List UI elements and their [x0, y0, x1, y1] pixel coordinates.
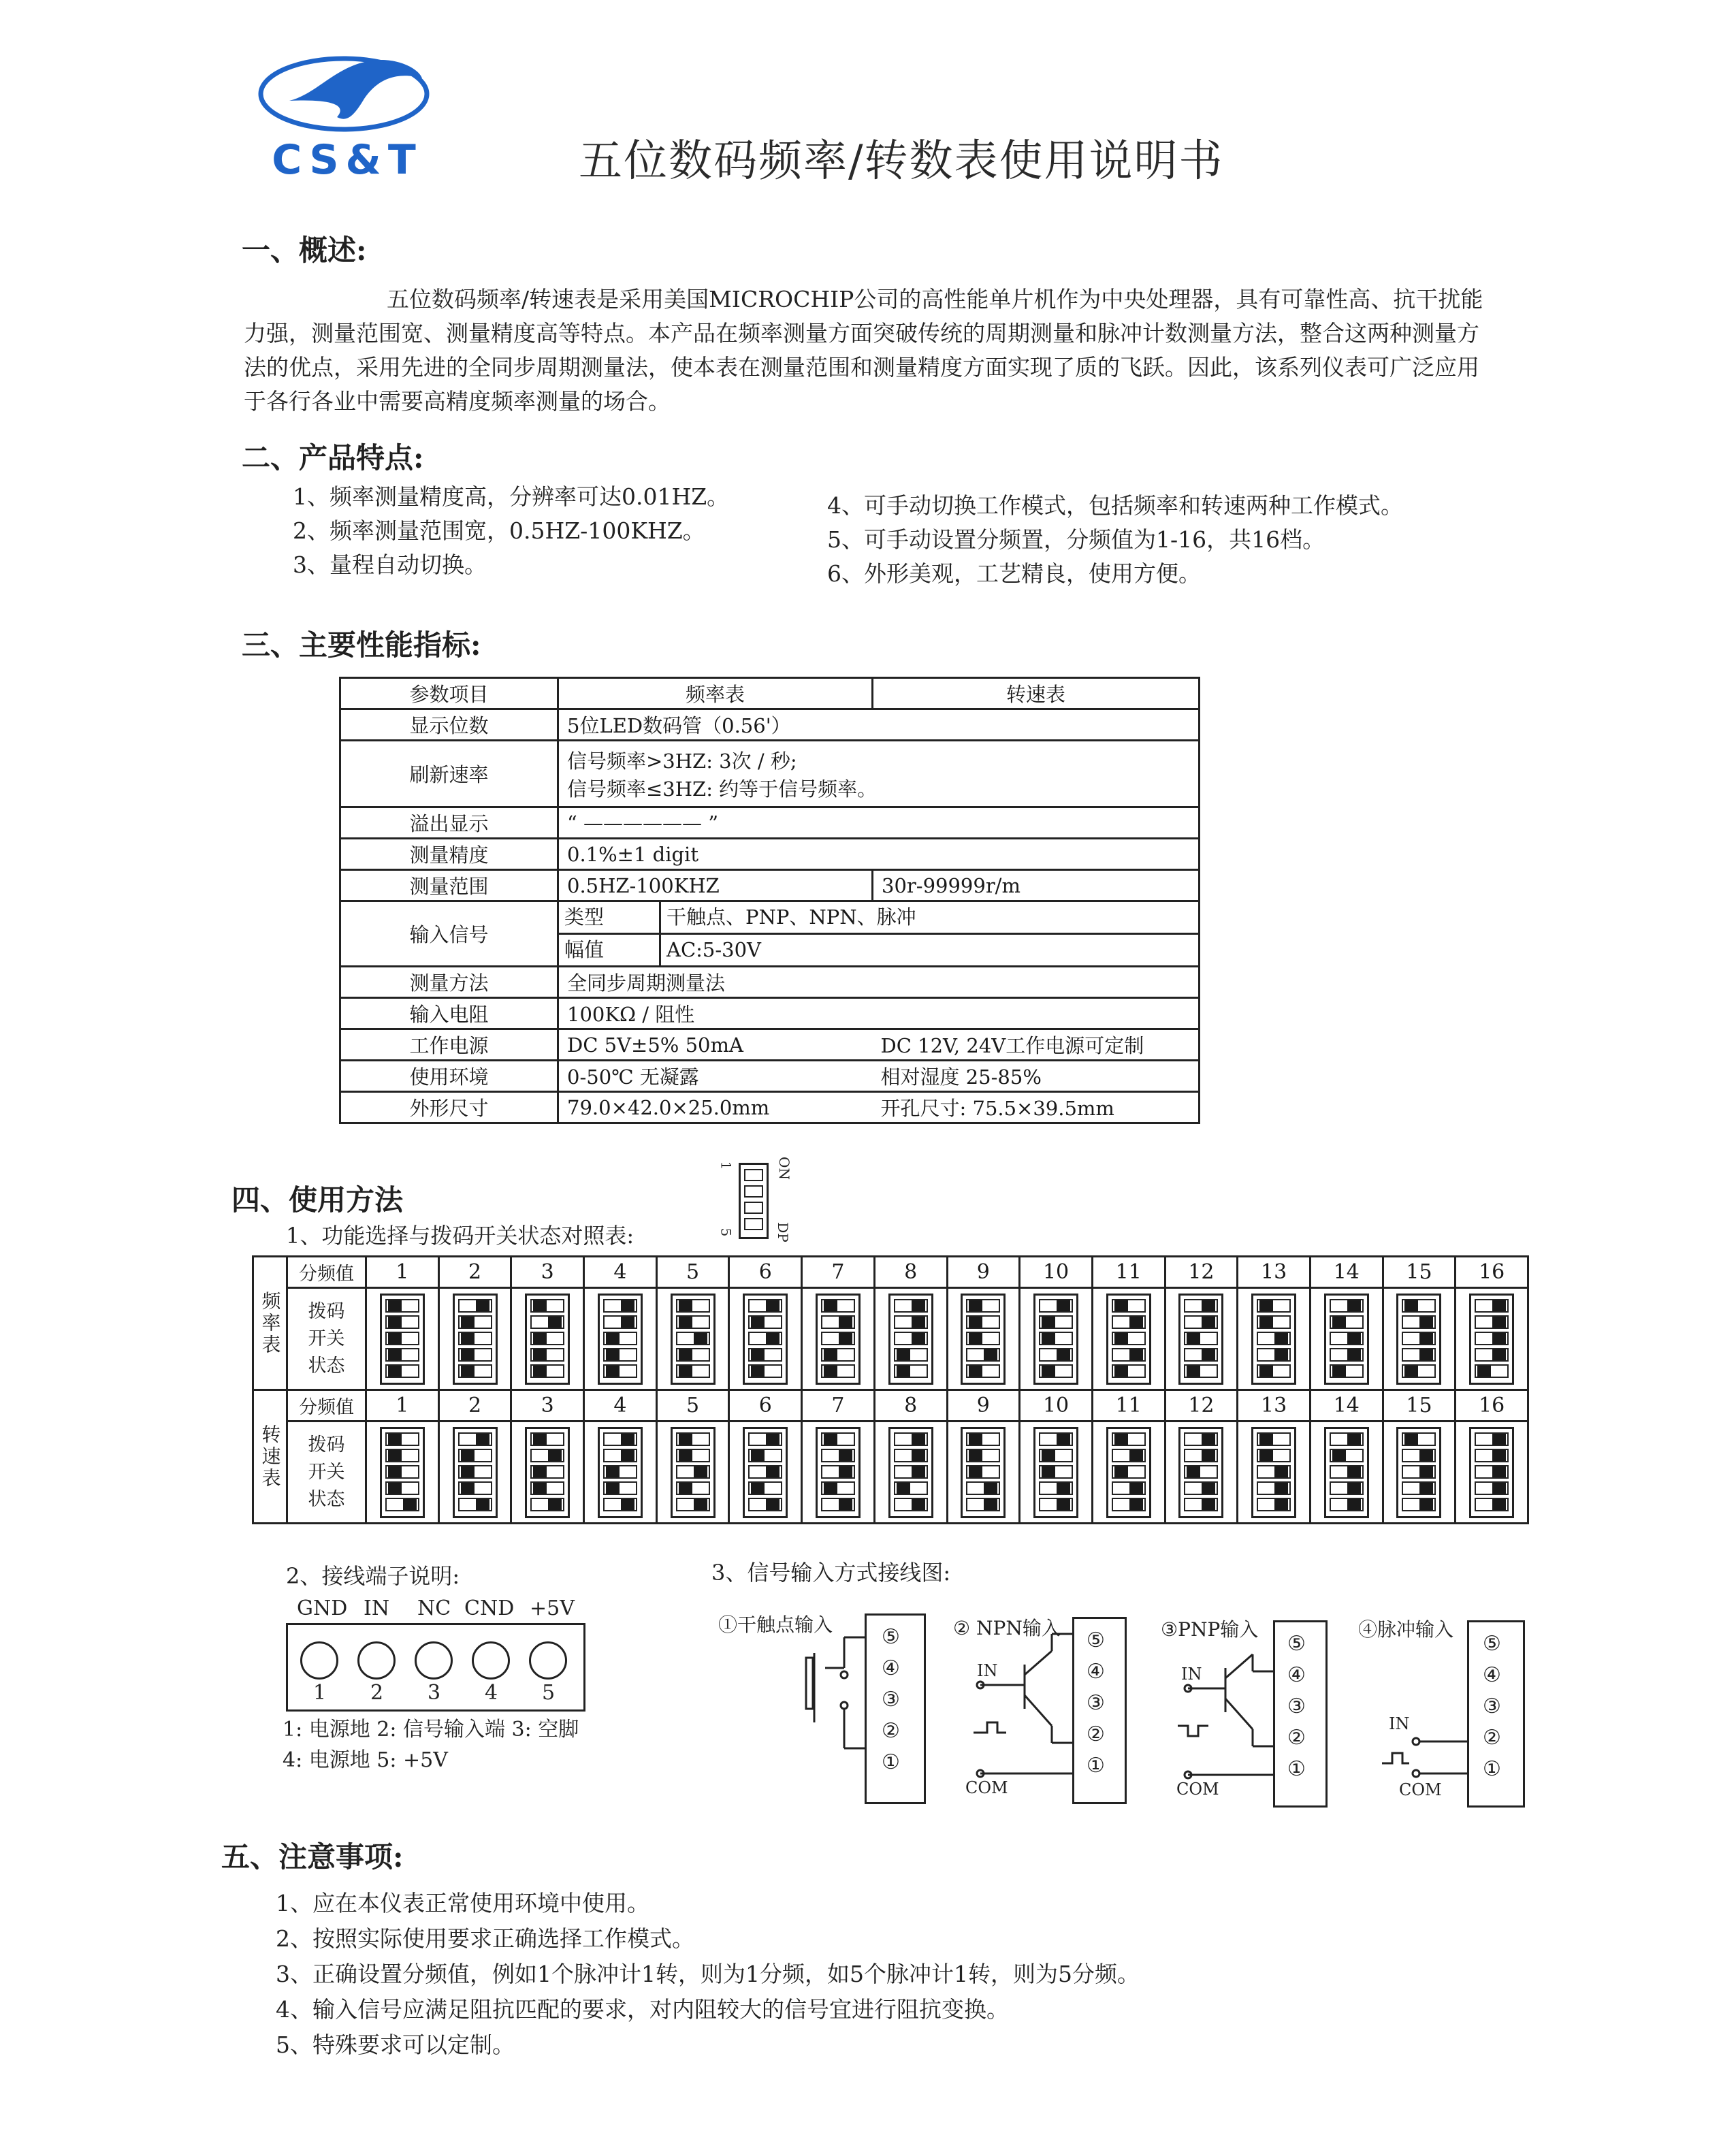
note-item: 4、输入信号应满足阻抗匹配的要求，对内阻较大的信号宜进行阻抗变换。: [276, 1996, 1009, 2023]
div-value: 12: [1165, 1257, 1238, 1288]
spec-label: 测量精度: [340, 839, 558, 870]
div-value: 16: [1456, 1390, 1528, 1422]
dip-legend-num1: 1: [718, 1161, 735, 1170]
overview-line: 于各行各业中需要高精度频率测量的场合。: [244, 388, 671, 415]
spec-label: 显示位数: [340, 709, 558, 741]
spec-value: 79.0×42.0×25.0mm: [558, 1092, 873, 1123]
spec-label: 刷新速率: [340, 741, 558, 807]
div-value: 7: [802, 1257, 875, 1288]
pin-label: ①: [1483, 1757, 1501, 1781]
spec-label: 测量范围: [340, 870, 558, 901]
terminal-name: IN: [364, 1596, 390, 1620]
div-value: 14: [1310, 1390, 1383, 1422]
note-item: 1、应在本仪表正常使用环境中使用。: [276, 1890, 649, 1916]
pulse-in-label: IN: [1389, 1714, 1410, 1733]
div-value: 4: [584, 1257, 657, 1288]
pin-label: ④: [882, 1656, 900, 1680]
wiring-title-npn: ② NPN输入: [953, 1617, 1061, 1639]
input-type-label: 类型: [559, 902, 661, 935]
pin-label: ⑤: [1287, 1632, 1306, 1656]
dip-legend-num5: 5: [718, 1227, 735, 1237]
feature-item: 6、外形美观，工艺精良，使用方便。: [827, 560, 1201, 587]
pin-label: ⑤: [882, 1625, 900, 1649]
spec-value: 全同步周期测量法: [558, 967, 1200, 998]
div-label: 分频值: [287, 1257, 366, 1288]
pin-label: ③: [882, 1688, 900, 1712]
rpm-group-label: 转速表: [259, 1424, 282, 1490]
switch-label-line: 拨码: [308, 1300, 345, 1322]
wiring-title-pnp: ③PNP输入: [1161, 1618, 1259, 1641]
div-value: 5: [656, 1257, 729, 1288]
feature-item: 5、可手动设置分频置，分频值为1-16，共16档。: [827, 526, 1325, 553]
terminal-number: 2: [370, 1681, 384, 1705]
div-value: 15: [1383, 1257, 1456, 1288]
notes-list: [276, 1886, 1140, 2063]
feature-item: 2、频率测量范围宽，0.5HZ-100KHZ。: [293, 517, 705, 544]
overview-heading: 一、概述:: [242, 234, 367, 267]
div-value: 13: [1238, 1390, 1311, 1422]
note-item: 2、按照实际使用要求正确选择工作模式。: [276, 1925, 694, 1952]
wiring-title-pulse: ④脉冲输入: [1358, 1618, 1454, 1641]
pin-label: ①: [882, 1750, 900, 1774]
notes-heading: 五、注意事项:: [221, 1840, 404, 1874]
pnp-in-label: IN: [1181, 1665, 1202, 1684]
pin-label: ①: [1087, 1754, 1105, 1778]
freq-group-label: 频率表: [259, 1290, 282, 1356]
usage-sub3: 3、信号输入方式接线图:: [711, 1560, 951, 1586]
usage-sub1: 1、功能选择与拨码开关状态对照表:: [286, 1223, 634, 1249]
npn-com-label: COM: [965, 1778, 1008, 1797]
document-title: 五位数码频率/转数表使用说明书: [579, 136, 1224, 187]
spec-value: “ —————— ”: [558, 807, 1200, 839]
switch-label-line: 状态: [308, 1355, 345, 1377]
terminal-name: +5V: [530, 1596, 575, 1620]
spec-value: 100KΩ / 阻性: [558, 998, 1200, 1029]
dip-legend-on: ON: [775, 1157, 792, 1180]
div-value: 12: [1165, 1390, 1238, 1422]
spec-value: 30r-99999r/m: [873, 870, 1200, 901]
spec-label: 使用环境: [340, 1061, 558, 1092]
pin-label: ④: [1483, 1663, 1501, 1687]
div-value: 1: [366, 1257, 439, 1288]
spec-label: 测量方法: [340, 967, 558, 998]
note-item: 3、正确设置分频值，例如1个脉冲计1转，则为1分频，如5个脉冲计1转，则为5分频。: [276, 1961, 1140, 1987]
spec-header-param: 参数项目: [340, 678, 558, 709]
terminal-number: 4: [485, 1681, 498, 1705]
div-value: 5: [656, 1390, 729, 1422]
logo-text: CS&T: [272, 136, 423, 184]
div-value: 9: [947, 1257, 1020, 1288]
spec-label: 溢出显示: [340, 807, 558, 839]
pin-label: ④: [1087, 1660, 1105, 1684]
pin-label: ②: [1087, 1722, 1105, 1746]
div-value: 14: [1310, 1257, 1383, 1288]
spec-label: 输入信号: [340, 901, 558, 967]
input-type-value: 干触点、PNP、NPN、脉冲: [661, 902, 1198, 935]
switch-label-line: 开关: [308, 1328, 345, 1349]
refresh-line: 信号频率>3HZ: 3次 / 秒;: [567, 749, 797, 773]
feature-item: 3、量程自动切换。: [293, 551, 487, 578]
spec-value: DC 5V±5% 50mA: [558, 1029, 873, 1061]
spec-label: 外形尺寸: [340, 1092, 558, 1123]
pin-label: ③: [1483, 1695, 1501, 1718]
feature-item: 4、可手动切换工作模式，包括频率和转速两种工作模式。: [827, 492, 1403, 519]
overview-line: 力强，测量范围宽、测量精度高等特点。本产品在频率测量方面突破传统的周期测量和脉冲计数测量方法，整合这两种测量方: [244, 320, 1479, 347]
div-value: 2: [438, 1257, 511, 1288]
terminal-number: 3: [428, 1681, 441, 1705]
pin-label: ①: [1287, 1757, 1306, 1781]
div-label: 分频值: [287, 1390, 366, 1422]
div-value: 10: [1020, 1390, 1093, 1422]
div-value: 3: [511, 1390, 584, 1422]
div-value: 9: [947, 1390, 1020, 1422]
overview-line: 五位数码频率/转速表是采用美国MICROCHIP公司的高性能单片机作为中央处理器，具有可靠性高、抗干扰能: [387, 286, 1483, 312]
pin-label: ③: [1287, 1695, 1306, 1718]
div-value: 8: [874, 1257, 947, 1288]
spec-label: 输入电阻: [340, 998, 558, 1029]
div-value: 11: [1092, 1390, 1165, 1422]
pin-label: ⑤: [1087, 1628, 1105, 1652]
div-value: 16: [1456, 1257, 1528, 1288]
spec-header-freq: 频率表: [558, 678, 873, 709]
spec-value: 0.1%±1 digit: [558, 839, 1200, 870]
pin-label: ③: [1087, 1691, 1105, 1715]
div-value: 2: [438, 1390, 511, 1422]
input-amp-label: 幅值: [559, 935, 661, 965]
div-value: 11: [1092, 1257, 1165, 1288]
terminal-desc: 1: 电源地 2: 信号输入端 3: 空脚: [283, 1718, 579, 1741]
switch-label-line: 状态: [308, 1488, 345, 1510]
pin-label: ④: [1287, 1663, 1306, 1687]
note-item: 5、特殊要求可以定制。: [276, 2031, 515, 2058]
usage-heading: 四、使用方法: [231, 1183, 404, 1217]
feature-item: 1、频率测量精度高，分辨率可达0.01HZ。: [293, 483, 730, 510]
div-value: 15: [1383, 1390, 1456, 1422]
div-value: 3: [511, 1257, 584, 1288]
wiring-title-dry: ①干触点输入: [718, 1613, 833, 1636]
pnp-com-label: COM: [1176, 1780, 1219, 1799]
pin-label: ②: [1483, 1726, 1501, 1750]
div-value: 6: [729, 1257, 802, 1288]
spec-value: 相对湿度 25-85%: [873, 1061, 1200, 1092]
spec-value: 5位LED数码管（0.56'）: [558, 709, 1200, 741]
refresh-line: 信号频率≤3HZ: 约等于信号频率。: [567, 777, 878, 801]
switch-label-line: 拨码: [308, 1434, 345, 1456]
spec-value: 0.5HZ-100KHZ: [558, 870, 873, 901]
div-value: 10: [1020, 1257, 1093, 1288]
terminal-name: CND: [464, 1596, 515, 1620]
terminal-name: GND: [297, 1596, 348, 1620]
pin-label: ②: [1287, 1726, 1306, 1750]
div-value: 8: [874, 1390, 947, 1422]
spec-value: DC 12V, 24V工作电源可定制: [873, 1029, 1200, 1061]
terminal-desc: 4: 电源地 5: +5V: [283, 1748, 448, 1772]
spec-label: 工作电源: [340, 1029, 558, 1061]
div-value: 1: [366, 1390, 439, 1422]
pin-label: ⑤: [1483, 1632, 1501, 1656]
div-value: 13: [1238, 1257, 1311, 1288]
terminal-name: NC: [417, 1596, 451, 1620]
specs-heading: 三、主要性能指标:: [242, 628, 481, 662]
div-value: 4: [584, 1390, 657, 1422]
npn-in-label: IN: [977, 1661, 998, 1680]
input-amp-value: AC:5-30V: [666, 938, 761, 961]
spec-value: 开孔尺寸: 75.5×39.5mm: [873, 1092, 1200, 1123]
dip-legend-dp: DP: [774, 1222, 791, 1242]
div-value: 7: [802, 1390, 875, 1422]
spec-value: 0-50℃ 无凝露: [558, 1061, 873, 1092]
features-heading: 二、产品特点:: [242, 441, 424, 475]
usage-sub2: 2、接线端子说明:: [286, 1563, 460, 1589]
div-value: 6: [729, 1390, 802, 1422]
terminal-number: 5: [542, 1681, 556, 1705]
switch-label-line: 开关: [308, 1461, 345, 1483]
terminal-number: 1: [313, 1681, 327, 1705]
overview-line: 法的优点，采用先进的全同步周期测量法，使本表在测量范围和测量精度方面实现了质的飞跃。因此，该系列仪表可广泛应用: [244, 354, 1479, 381]
pin-label: ②: [882, 1719, 900, 1743]
pulse-com-label: COM: [1399, 1780, 1442, 1799]
spec-header-rpm: 转速表: [873, 678, 1200, 709]
